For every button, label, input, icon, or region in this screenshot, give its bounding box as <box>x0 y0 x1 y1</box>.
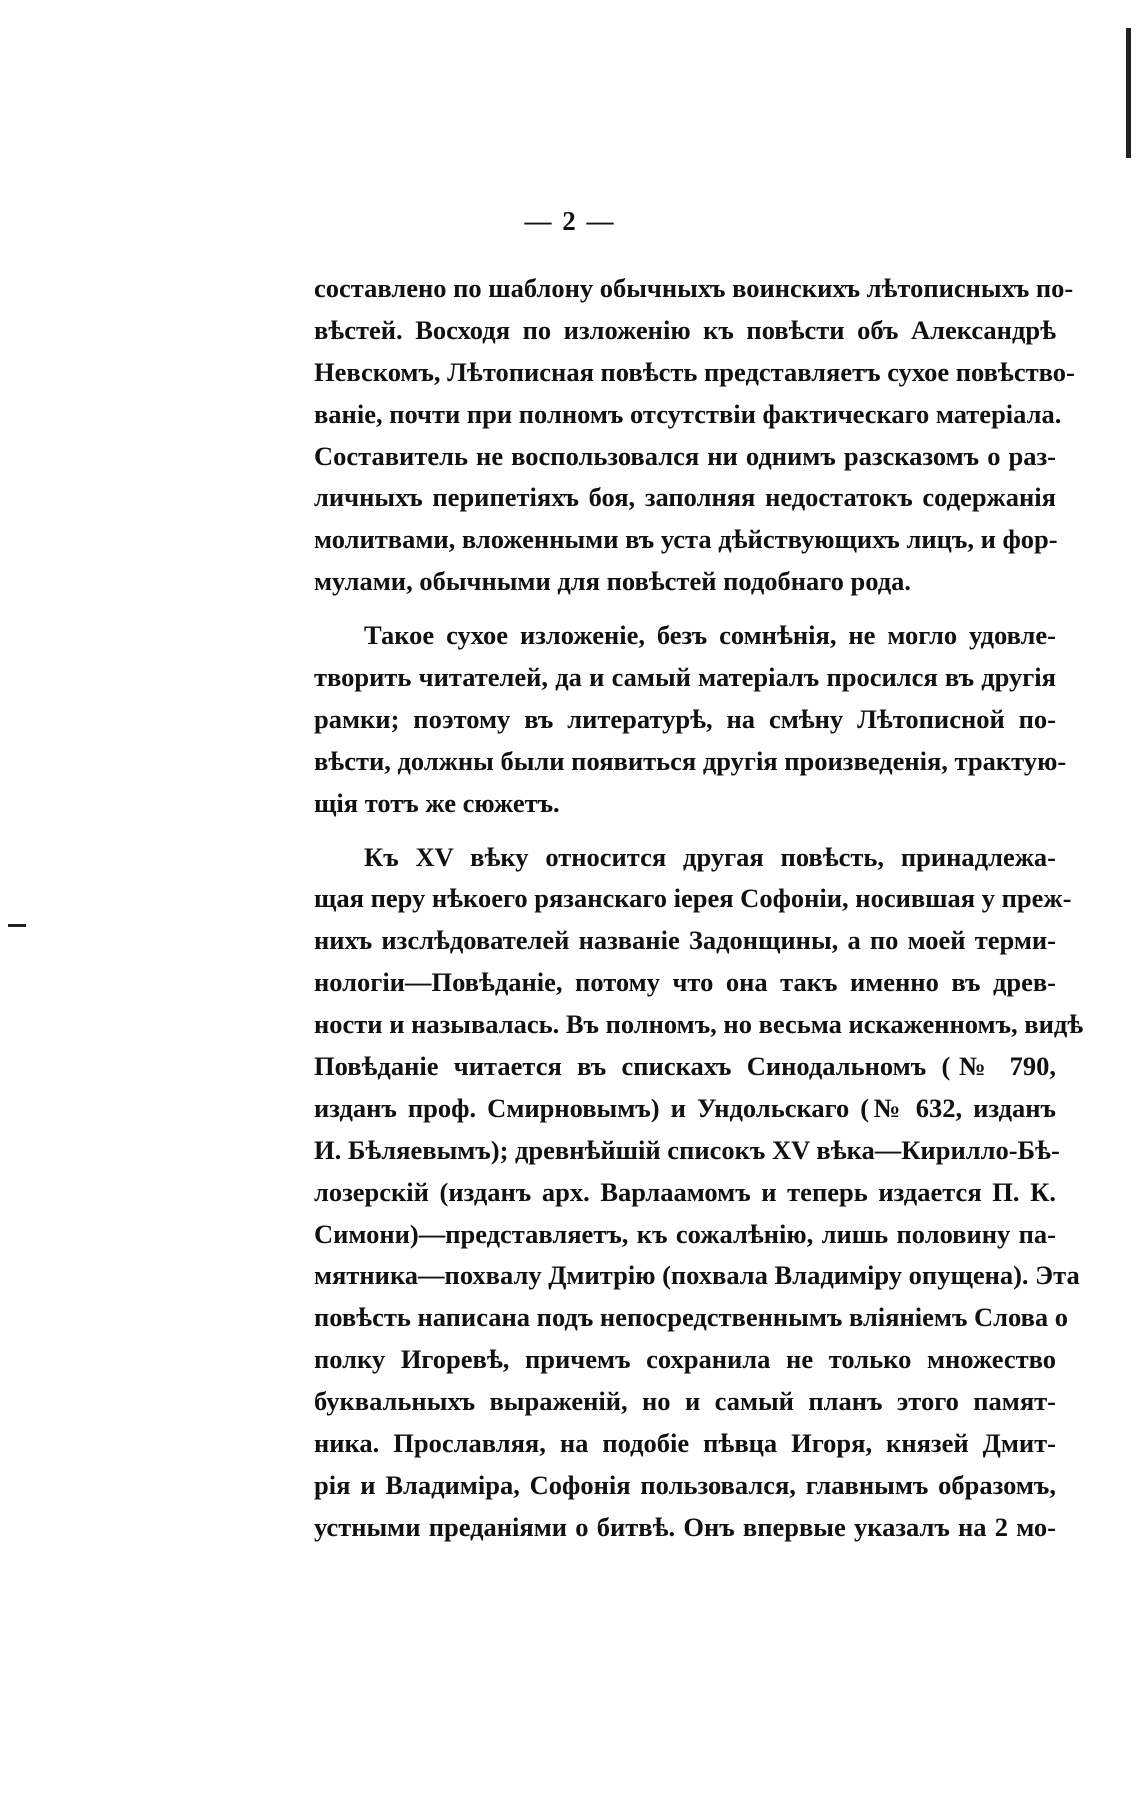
text-line: ваніе, почти при полномъ отсутствіи фактическаго матеріала. <box>314 398 1062 429</box>
scan-edge-mark <box>1126 28 1131 158</box>
text-line: Составитель не воспользовался ни однимъ разсказомъ о раз- <box>314 440 1056 471</box>
text-line: вѣсти, должны были появиться другія произведенія, трактую- <box>314 745 1067 776</box>
paragraph-gap <box>314 603 1056 615</box>
text-line: мулами, обычными для повѣстей подобнаго рода. <box>314 566 912 597</box>
paragraph-3 <box>314 837 1084 1549</box>
text-line: Симони)—представляетъ, къ сожалѣнію, лишь половину па- <box>314 1218 1056 1249</box>
text-line: рія и Владиміра, Софонія пользовался, главнымъ образомъ, <box>314 1469 1056 1500</box>
text-line: ности и называлась. Въ полномъ, но весьма искаженномъ, видѣ <box>314 1009 1084 1040</box>
text-line: личныхъ перипетіяхъ боя, заполняя недостатокъ содержанія <box>314 482 1056 513</box>
paragraph-gap <box>314 825 1056 837</box>
text-line: полку Игоревѣ, причемъ сохранила не только множество <box>314 1344 1056 1375</box>
body-text <box>314 268 1084 1549</box>
text-line: нихъ изслѣдователей названіе Задонщины, а по моей терми- <box>314 925 1056 956</box>
text-line: Къ XV вѣку относится другая повѣсть, принадлежа- <box>364 841 1056 872</box>
text-line: И. Бѣляевымъ); древнѣйшій списокъ XV вѣка—Кирилло-Бѣ- <box>314 1134 1060 1165</box>
text-line: Такое сухое изложеніе, безъ сомнѣнія, не могло удовле- <box>364 620 1056 651</box>
text-line: мятника—похвалу Дмитрію (похвала Владиміру опущена). Эта <box>314 1260 1080 1291</box>
paragraph-1 <box>314 268 1075 603</box>
text-line: вѣстей. Восходя по изложенію къ повѣсти объ Александрѣ <box>314 314 1056 345</box>
paragraph-2 <box>314 615 1067 824</box>
text-line: молитвами, вложенными въ уста дѣйствующихъ лицъ, и фор- <box>314 524 1058 555</box>
text-line: составлено по шаблону обычныхъ воинскихъ лѣтописныхъ по- <box>314 273 1074 303</box>
text-line: щая перу нѣкоего рязанскаго іерея Софоніи, носившая у преж- <box>314 883 1072 914</box>
text-line: нологіи—Повѣданіе, потому что она такъ именно въ древ- <box>314 967 1056 998</box>
text-line: устными преданіями о битвѣ. Онъ впервые указалъ на 2 мо- <box>314 1511 1056 1542</box>
page-number: — 2 — <box>524 206 616 236</box>
text-line: буквальныхъ выраженій, но и самый планъ этого памят- <box>314 1386 1056 1417</box>
text-line: щія тотъ же сюжетъ. <box>314 787 560 818</box>
text-line: повѣсть написана подъ непосредственнымъ вліяніемъ Слова о <box>314 1302 1069 1333</box>
text-line: ника. Прославляя, на подобіе пѣвца Игоря, князей Дмит- <box>314 1428 1056 1459</box>
text-line: лозерскій (изданъ арх. Варлаамомъ и теперь издается П. К. <box>314 1176 1056 1207</box>
margin-mark <box>8 924 26 927</box>
text-line: творить читателей, да и самый матеріалъ просился въ другія <box>314 662 1056 693</box>
text-line: Повѣданіе читается въ спискахъ Синодальномъ (№ 790, <box>314 1051 1056 1082</box>
text-line: рамки; поэтому въ литературѣ, на смѣну Лѣтописной по- <box>314 703 1056 734</box>
text-line: изданъ проф. Смирновымъ) и Ундольскаго (№ 632, изданъ <box>314 1092 1056 1123</box>
text-line: Невскомъ, Лѣтописная повѣсть представляетъ сухое повѣство- <box>314 356 1075 387</box>
